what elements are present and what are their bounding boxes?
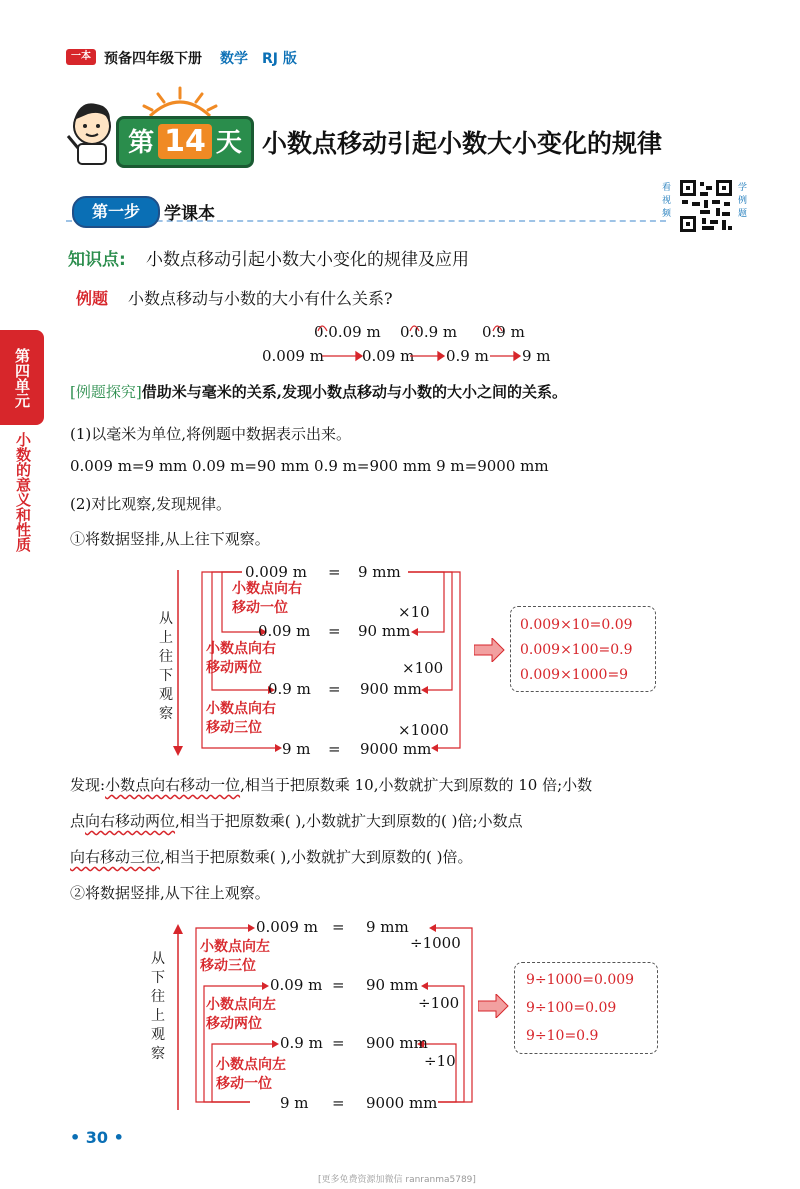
unit-topic: 小数的意义和性质: [14, 432, 32, 552]
qr-right-caption: 学例题: [738, 183, 748, 219]
explore-line: [70, 381, 567, 402]
discovery-l1a: 发现:: [70, 776, 106, 794]
obs1-row3-m: 0.9 m: [268, 680, 311, 698]
obs2-op2: ÷100: [418, 994, 460, 1012]
obs2-box-line1: 9÷1000=0.009: [526, 972, 635, 988]
explore-text: 借助米与毫米的关系,发现小数点移动与小数的大小之间的关系。: [141, 383, 567, 401]
seq-bottom-2: 0.09 m: [362, 347, 415, 365]
discovery-l1b: 小数点向右移动一位: [105, 776, 241, 794]
day-prefix: 第: [128, 128, 155, 158]
unit-tab[interactable]: 第四单元: [0, 330, 44, 425]
sun-rays-icon: [140, 86, 220, 118]
right-arrow-icon: [474, 638, 506, 662]
qr-code-icon[interactable]: [678, 178, 734, 234]
book-title: 预备四年级下册: [104, 51, 202, 67]
page-number: [70, 1128, 124, 1147]
discovery-line2: [70, 810, 523, 831]
obs2-note2: 小数点向左移动两位: [206, 997, 276, 1032]
obs2-row2-eq: =: [332, 976, 345, 994]
discovery-line3: [70, 846, 473, 867]
seq-bottom-3: 0.9 m: [446, 347, 489, 365]
obs1-row2-mm: 90 mm: [358, 622, 411, 640]
obs1-row1-m: 0.009 m: [245, 563, 307, 581]
obs2-op3: ÷10: [424, 1052, 456, 1070]
obs1-op3: ×1000: [398, 721, 449, 739]
obs1-note1: 小数点向右移动一位: [232, 581, 302, 616]
obs1-title: ①将数据竖排,从上往下观察。: [70, 530, 270, 548]
discovery-l2a: 点: [70, 812, 86, 830]
seq-top-1: 0.0.09 m: [314, 323, 381, 341]
brand-badge: 一本: [66, 49, 96, 65]
obs1-box-line1: 0.009×10=0.09: [520, 617, 633, 633]
discovery-l3a: 向右移动三位: [70, 848, 161, 866]
day-suffix: 天: [215, 128, 242, 158]
obs2-row1-eq: =: [332, 918, 345, 936]
page-dot-left: •: [70, 1128, 86, 1147]
obs1-down-arrow: [168, 568, 188, 758]
obs1-box-line3: 0.009×1000=9: [520, 667, 629, 683]
qr-left-caption: 看视频: [662, 183, 672, 219]
obs2-title: ②将数据竖排,从下往上观察。: [70, 884, 270, 902]
obs2-note3: 小数点向左移动一位: [216, 1057, 286, 1092]
day-number: 14: [158, 124, 212, 159]
step2-text: (2)对比观察,发现规律。: [70, 495, 232, 513]
obs1-row2-m: 0.09 m: [258, 622, 311, 640]
knowledge-label: 知识点:: [68, 250, 126, 270]
seq-bottom-1: 0.009 m: [262, 347, 324, 365]
discovery-l2c: ,相当于把原数乘( ),小数就扩大到原数的( )倍;小数点: [175, 812, 523, 830]
discovery-l2b: 向右移动两位: [85, 812, 176, 830]
obs1-row2-eq: =: [328, 622, 341, 640]
obs1-note2: 小数点向右移动两位: [206, 641, 276, 676]
discovery-line1: [70, 774, 592, 795]
obs2-box-line3: 9÷10=0.9: [526, 1028, 599, 1044]
page-number-value: 30: [85, 1128, 109, 1147]
obs2-note1: 小数点向左移动三位: [200, 939, 270, 974]
knowledge-text: 小数点移动引起小数大小变化的规律及应用: [146, 250, 469, 270]
obs1-row3-mm: 900 mm: [360, 680, 422, 698]
obs1-row1-eq: =: [328, 563, 341, 581]
day-badge: [116, 116, 254, 168]
page-dot-right: •: [108, 1128, 124, 1147]
example-label: 例题: [76, 289, 109, 308]
obs1-row1-mm: 9 mm: [358, 563, 401, 581]
obs1-op2: ×100: [402, 659, 444, 677]
obs1-op1: ×10: [398, 603, 430, 621]
obs2-row2-mm: 90 mm: [366, 976, 419, 994]
seq-top-3: 0.9 m: [482, 323, 525, 341]
obs2-row1-m: 0.009 m: [256, 918, 318, 936]
obs2-row4-eq: =: [332, 1094, 345, 1112]
obs2-row4-mm: 9000 mm: [366, 1094, 438, 1112]
seq-bottom-4: 9 m: [522, 347, 551, 365]
obs1-row4-m: 9 m: [282, 740, 311, 758]
obs2-box-line2: 9÷100=0.09: [526, 1000, 617, 1016]
obs1-vertical-label: 从上往下观察: [159, 611, 173, 722]
seq-top-2: 0.0.9 m: [400, 323, 458, 341]
obs1-note3: 小数点向右移动三位: [206, 701, 276, 736]
subject-label: 数学: [220, 51, 248, 67]
obs2-row3-m: 0.9 m: [280, 1034, 323, 1052]
example-question: 小数点移动与小数的大小有什么关系?: [128, 289, 393, 308]
step1-text: (1)以毫米为单位,将例题中数据表示出来。: [70, 425, 352, 443]
obs1-row3-eq: =: [328, 680, 341, 698]
step-label: 学课本: [164, 204, 215, 224]
explore-label: [例题探究]: [70, 383, 142, 401]
obs1-box-line2: 0.009×100=0.9: [520, 642, 633, 658]
obs2-row2-m: 0.09 m: [270, 976, 323, 994]
obs2-row3-eq: =: [332, 1034, 345, 1052]
conversions-text: 0.009 m=9 mm 0.09 m=90 mm 0.9 m=900 mm 9 m=9000 mm: [70, 457, 549, 475]
edition-label: RJ 版: [262, 51, 297, 67]
mascot-icon: [62, 88, 122, 168]
obs1-row4-mm: 9000 mm: [360, 740, 432, 758]
right-arrow-icon: [478, 994, 510, 1018]
decimal-shift-arrows: [310, 318, 530, 336]
sequence-arrows: [320, 348, 530, 364]
obs2-row1-mm: 9 mm: [366, 918, 409, 936]
lesson-title: 小数点移动引起小数大小变化的规律: [262, 129, 663, 158]
obs2-row3-mm: 900 mm: [366, 1034, 428, 1052]
obs2-up-arrow: [168, 922, 188, 1114]
discovery-l1c: ,相当于把原数乘 10,小数就扩大到原数的 10 倍;小数: [240, 776, 593, 794]
obs2-vertical-label: 从下往上观察: [151, 951, 165, 1062]
obs1-row4-eq: =: [328, 740, 341, 758]
discovery-l3b: ,相当于把原数乘( ),小数就扩大到原数的( )倍。: [160, 848, 473, 866]
step-pill: 第一步: [72, 196, 160, 228]
watermark: [更多免费资源加微信 ranranma5789]: [318, 1175, 476, 1185]
obs2-row4-m: 9 m: [280, 1094, 309, 1112]
obs2-op1: ÷1000: [410, 934, 461, 952]
